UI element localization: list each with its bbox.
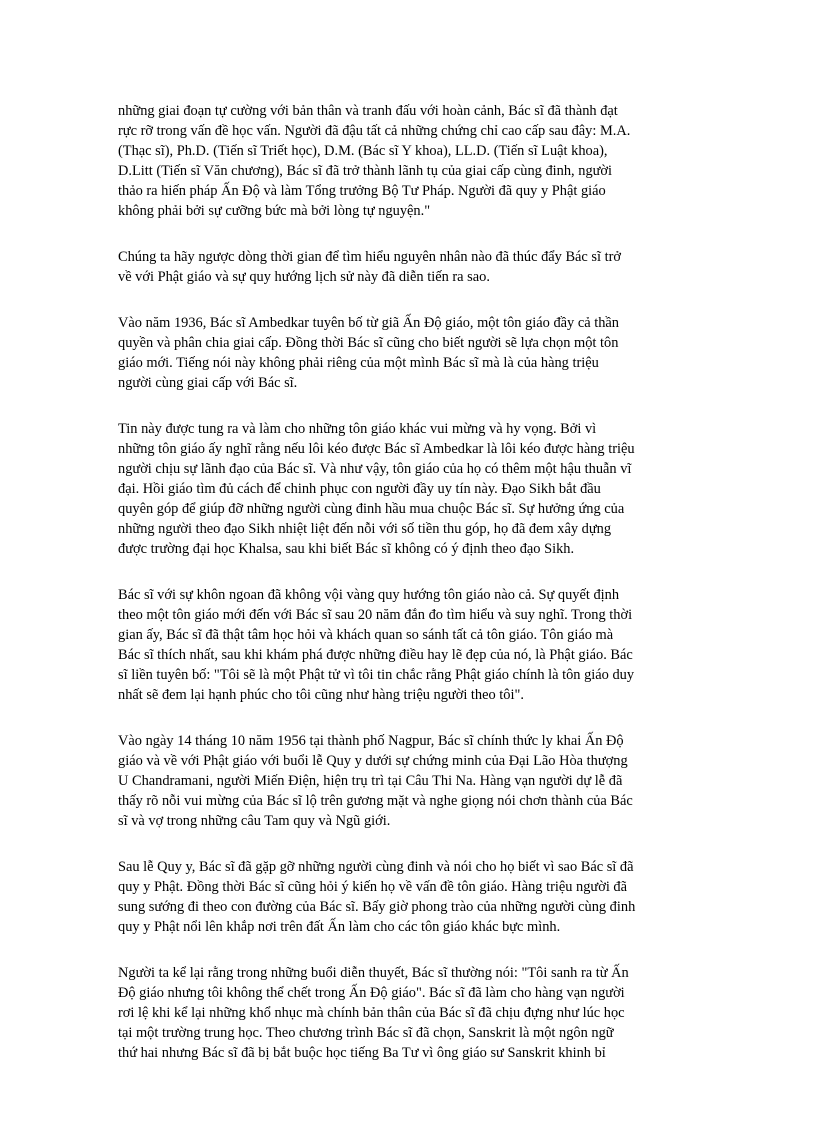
text-line: quy y Phật. Đồng thời Bác sĩ cũng hỏi ý kiến họ về vấn đề tôn giáo. Hàng triệu người đã	[118, 879, 628, 895]
text-line: người cùng giai cấp với Bác sĩ.	[118, 375, 298, 391]
text-line: gian ấy, Bác sĩ đã thật tâm học hỏi và khách quan so sánh tất cả tôn giáo. Tôn giáo mà	[118, 627, 614, 643]
text-line: Vào ngày 14 tháng 10 năm 1956 tại thành phố Nagpur, Bác sĩ chính thức ly khai Ấn Độ	[118, 733, 624, 749]
text-line: thấy rõ nỗi vui mừng của Bác sĩ lộ trên gương mặt và nghe giọng nói chơn thành của Bác	[118, 793, 633, 809]
text-line: tại một trường trung học. Theo chương trình Bác sĩ đã chọn, Sanskrit là một ngôn ngữ	[118, 1025, 614, 1041]
text-line: được trường đại học Khalsa, sau khi biết Bác sĩ không có ý định theo đạo Sikh.	[118, 541, 575, 557]
document-page	[118, 101, 696, 1089]
text-line: Bác sĩ thích nhất, sau khi khám phá được những điều hay lẽ đẹp của nó, là Phật giáo. Bác	[118, 647, 633, 663]
text-line: những giai đoạn tự cường với bản thân và tranh đấu với hoàn cảnh, Bác sĩ đã thành đạt	[118, 103, 618, 119]
text-line: những tôn giáo ấy nghĩ rằng nếu lôi kéo được Bác sĩ Ambedkar là lôi kéo được hàng triệu	[118, 441, 635, 457]
text-line: (Thạc sĩ), Ph.D. (Tiến sĩ Triết học), D.M. (Bác sĩ Y khoa), LL.D. (Tiến sĩ Luật khoa),	[118, 143, 608, 159]
text-line: quyền và phân chia giai cấp. Đồng thời Bác sĩ cũng cho biết người sẽ lựa chọn một tôn	[118, 335, 619, 351]
text-line: sĩ liền tuyên bố: "Tôi sẽ là một Phật tử vì tôi tin chắc rằng Phật giáo chính là tôn giáo duy	[118, 667, 635, 683]
text-line: Chúng ta hãy ngược dòng thời gian để tìm hiểu nguyên nhân nào đã thúc đẩy Bác sĩ trở	[118, 249, 622, 265]
text-line: thảo ra hiến pháp Ấn Độ và làm Tổng trưởng Bộ Tư Pháp. Người đã quy y Phật giáo	[118, 183, 606, 199]
paragraph	[118, 585, 696, 705]
text-line: U Chandramani, người Miến Điện, hiện trụ trì tại Câu Thi Na. Hàng vạn người dự lễ đã	[118, 773, 623, 789]
paragraph	[118, 857, 696, 937]
text-line: rơi lệ khi kể lại những khổ nhục mà chính bản thân của Bác sĩ đã chịu đựng như lúc học	[118, 1005, 625, 1021]
text-line: thứ hai nhưng Bác sĩ đã bị bắt buộc học tiếng Ba Tư vì ông giáo sư Sanskrit khinh bỉ	[118, 1045, 606, 1061]
paragraph	[118, 101, 696, 221]
text-line: quyên góp để giúp đỡ những người cùng đinh hầu mua chuộc Bác sĩ. Sự hưởng ứng của	[118, 501, 625, 517]
text-line: nhất sẽ đem lại hạnh phúc cho tôi cũng như hàng triệu người theo tôi".	[118, 687, 524, 703]
text-line: Vào năm 1936, Bác sĩ Ambedkar tuyên bố từ giã Ấn Độ giáo, một tôn giáo đầy cả thần	[118, 315, 619, 331]
text-line: giáo mới. Tiếng nói này không phải riêng của một mình Bác sĩ mà là của hàng triệu	[118, 355, 599, 371]
text-line: đại. Hồi giáo tìm đủ cách để chinh phục con người đầy uy tín này. Đạo Sikh bắt đầu	[118, 481, 601, 497]
paragraph	[118, 731, 696, 831]
text-line: những người theo đạo Sikh nhiệt liệt đến nỗi với số tiền thu góp, họ đã đem xây dựng	[118, 521, 612, 537]
text-line: quy y Phật nổi lên khắp nơi trên đất Ấn làm cho các tôn giáo khác bực mình.	[118, 919, 561, 935]
text-line: theo một tôn giáo mới đến với Bác sĩ sau 20 năm đắn đo tìm hiểu và suy nghĩ. Trong thời	[118, 607, 633, 623]
text-line: người chịu sự lãnh đạo của Bác sĩ. Và như vậy, tôn giáo của họ có thêm một hậu thuẫn vĩ	[118, 461, 632, 477]
text-line: sĩ và vợ trong những câu Tam quy và Ngũ giới.	[118, 813, 391, 829]
text-line: sung sướng đi theo con đường của Bác sĩ. Bấy giờ phong trào của những người cùng đinh	[118, 899, 636, 915]
text-line: Người ta kể lại rằng trong những buổi diễn thuyết, Bác sĩ thường nói: "Tôi sanh ra từ Ấn	[118, 965, 629, 981]
paragraph	[118, 247, 696, 287]
text-line: Độ giáo nhưng tôi không thể chết trong Ấn Độ giáo". Bác sĩ đã làm cho hàng vạn người	[118, 985, 625, 1001]
text-line: giáo và về với Phật giáo với buổi lễ Quy y dưới sự chứng minh của Đại Lão Hòa thượng	[118, 753, 628, 769]
text-line: Tin này được tung ra và làm cho những tôn giáo khác vui mừng và hy vọng. Bởi vì	[118, 421, 597, 437]
text-line: không phải bởi sự cưỡng bức mà bởi lòng tự nguyện."	[118, 203, 431, 219]
text-line: Sau lễ Quy y, Bác sĩ đã gặp gỡ những người cùng đinh và nói cho họ biết vì sao Bác sĩ đã	[118, 859, 634, 875]
text-line: về với Phật giáo và sự quy hướng lịch sử này đã diễn tiến ra sao.	[118, 269, 490, 285]
text-line: D.Litt (Tiến sĩ Văn chương), Bác sĩ đã trở thành lãnh tụ của giai cấp cùng đinh, người	[118, 163, 613, 179]
paragraph	[118, 313, 696, 393]
paragraph	[118, 419, 696, 559]
text-line: Bác sĩ với sự khôn ngoan đã không vội vàng quy hướng tôn giáo nào cả. Sự quyết định	[118, 587, 620, 603]
paragraph	[118, 963, 696, 1063]
text-line: rực rỡ trong vấn đề học vấn. Người đã đậu tất cả những chứng chỉ cao cấp sau đây: M.A.	[118, 123, 631, 139]
